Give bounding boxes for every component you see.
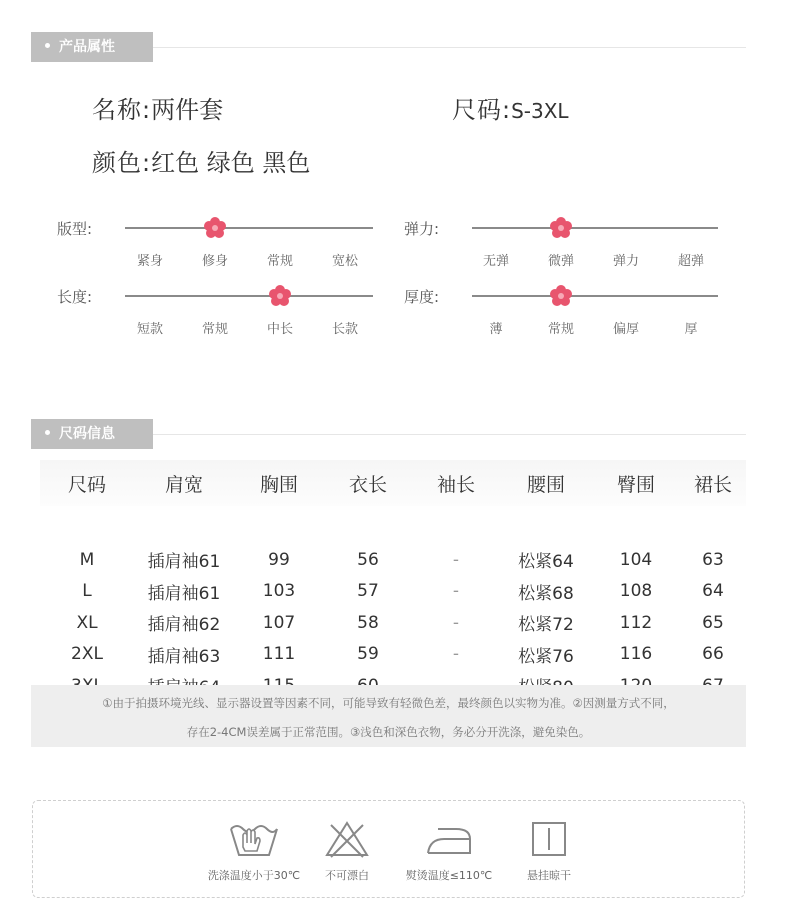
table-cell: 插肩袖61: [147, 552, 221, 573]
table-cell: 松紧72: [518, 615, 574, 636]
bullet-dot: [45, 430, 50, 435]
table-cell: 插肩袖61: [147, 583, 221, 604]
table-row: [40, 544, 746, 576]
care-instructions-box: [32, 800, 745, 898]
table-cell: 插肩袖62: [147, 615, 221, 636]
notice-line-2: 存在2-4CM误差属于正常范围。③浅色和深色衣物，务必分开洗涤，避免染色。: [186, 725, 591, 739]
attr-name-value: 两件套: [151, 96, 224, 124]
section-tag-size-info: [31, 419, 153, 449]
scale-track: [125, 295, 373, 297]
flower-marker-icon: [549, 216, 573, 240]
scale-label: 厚度:: [404, 288, 440, 306]
table-cell: 66: [702, 644, 724, 665]
table-cell: 107: [262, 612, 296, 633]
table-cell: 松紧68: [518, 583, 574, 604]
table-header-row: [40, 460, 746, 506]
table-cell: 63: [702, 549, 724, 570]
attr-size-label: 尺码:: [452, 96, 512, 124]
care-item-hang-dry: [489, 819, 609, 883]
table-cell: 64: [702, 581, 724, 602]
table-cell: 2XL: [71, 644, 103, 665]
flower-marker-icon: [203, 216, 227, 240]
table-cell: 111: [262, 644, 296, 665]
scale-option: 宽松: [331, 254, 358, 269]
scale-label: 弹力:: [404, 220, 440, 238]
column-header: 裙长: [680, 460, 746, 506]
scale-option: 弹力: [612, 254, 639, 269]
scale-track: [125, 227, 373, 229]
flower-marker-icon: [268, 284, 292, 308]
section-title: 尺码信息: [59, 426, 115, 442]
divider: [153, 47, 746, 48]
table-cell: 103: [262, 581, 296, 602]
attr-color-label: 颜色:: [92, 149, 152, 177]
care-label: 熨烫温度≤110℃: [405, 869, 493, 882]
scale-option: 常规: [547, 322, 574, 337]
column-header: 腰围: [500, 460, 592, 506]
table-cell: 112: [619, 612, 653, 633]
column-header: 袖长: [412, 460, 500, 506]
table-cell: 59: [357, 644, 379, 665]
notice-line-1: ①由于拍摄环境光线、显示器设置等因素不同，可能导致有轻微色差，最终颜色以实物为准。②因测量方式不同，: [102, 696, 675, 710]
table-cell: -: [452, 644, 460, 665]
section-title: 产品属性: [59, 39, 115, 55]
attr-size: [452, 90, 569, 125]
table-cell: 松紧64: [518, 552, 574, 573]
flower-marker-icon: [549, 284, 573, 308]
attr-name: [92, 90, 223, 125]
iron-icon: [422, 819, 476, 859]
care-label: 悬挂晾干: [527, 869, 571, 882]
scale-label: 长度:: [57, 288, 93, 306]
table-cell: 56: [357, 549, 379, 570]
table-cell: -: [452, 581, 460, 602]
scale-option: 短款: [136, 322, 163, 337]
scale-option: 常规: [266, 254, 293, 269]
column-header: 胸围: [234, 460, 324, 506]
table-body: [40, 506, 746, 702]
scale-option: 超弹: [677, 254, 704, 269]
table-row: [40, 576, 746, 608]
attr-color-value: 红色 绿色 黑色: [151, 149, 311, 177]
table-cell: 108: [619, 581, 653, 602]
divider: [153, 434, 746, 435]
column-header: 衣长: [324, 460, 412, 506]
no-bleach-icon: [323, 819, 371, 859]
scale-option: 中长: [266, 322, 293, 337]
care-label: 洗涤温度小于30℃: [207, 869, 301, 882]
scale-option: 修身: [201, 254, 228, 269]
table-cell: L: [82, 581, 92, 602]
size-table: [40, 460, 746, 702]
table-cell: -: [452, 549, 460, 570]
attr-size-value: S-3XL: [511, 99, 569, 123]
scale-option: 紧身: [136, 254, 163, 269]
bullet-dot: [45, 43, 50, 48]
scale-option: 偏厚: [612, 322, 639, 337]
column-header: 尺码: [40, 460, 134, 506]
table-cell: 57: [357, 581, 379, 602]
table-cell: 99: [268, 549, 290, 570]
scale-option: 微弹: [547, 254, 574, 269]
table-cell: 116: [619, 644, 653, 665]
table-cell: 松紧76: [518, 646, 574, 667]
scale-option: 薄: [489, 322, 503, 337]
hang-dry-icon: [529, 819, 569, 859]
table-cell: 插肩袖63: [147, 646, 221, 667]
section-tag-product-attributes: [31, 32, 153, 62]
scale-label: 版型:: [57, 220, 93, 238]
notice-box: [31, 685, 746, 747]
table-cell: 58: [357, 612, 379, 633]
table-row: [40, 639, 746, 671]
scale-option: 常规: [201, 322, 228, 337]
column-header: 臀围: [592, 460, 680, 506]
table-cell: -: [452, 612, 460, 633]
scale-track: [472, 227, 718, 229]
hand-wash-icon: [227, 819, 281, 859]
spacer-row: [40, 506, 746, 544]
scale-option: 厚: [684, 322, 698, 337]
care-label: 不可漂白: [325, 869, 369, 882]
scale-option: 无弹: [482, 254, 509, 269]
column-header: 肩宽: [134, 460, 234, 506]
table-cell: 104: [619, 549, 653, 570]
scale-track: [472, 295, 718, 297]
table-cell: M: [79, 549, 95, 570]
table-cell: XL: [76, 612, 98, 633]
table-row: [40, 607, 746, 639]
attr-name-label: 名称:: [92, 96, 152, 124]
attr-color: [92, 143, 310, 178]
scale-option: 长款: [331, 322, 358, 337]
table-cell: 65: [702, 612, 724, 633]
